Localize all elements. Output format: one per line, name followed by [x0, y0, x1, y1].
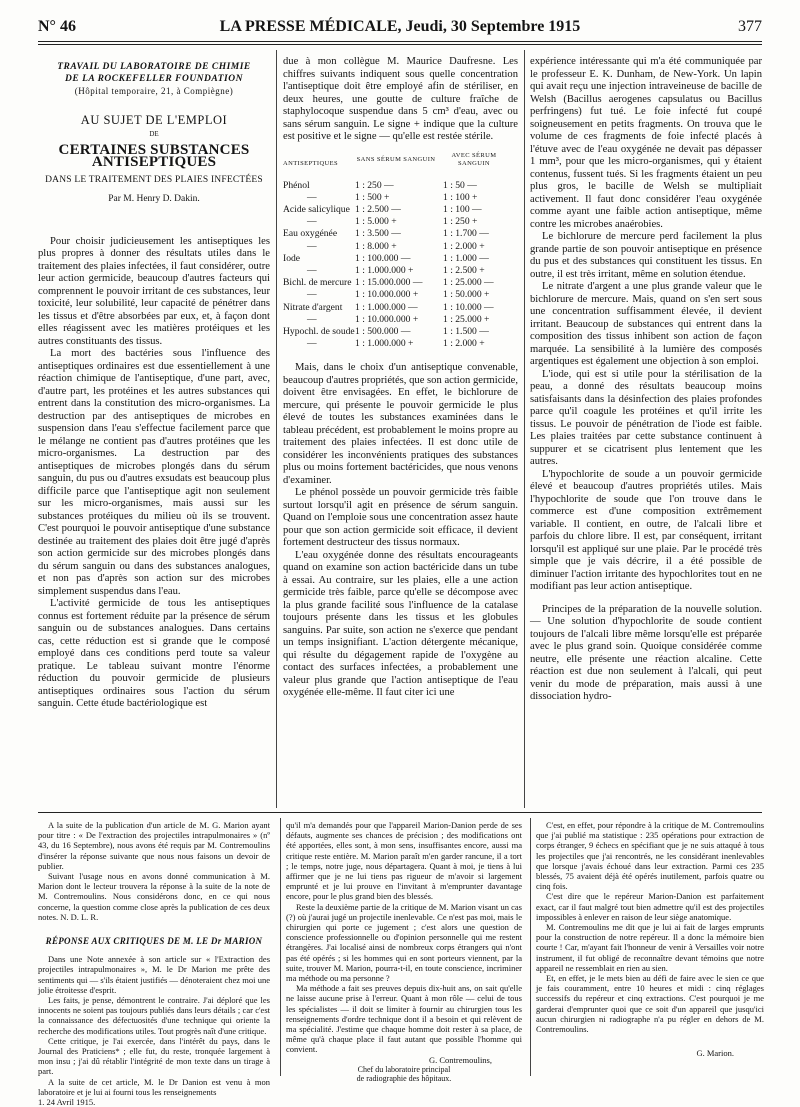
- footnote: Cette critique, je l'ai exercée, dans l'intérêt du pays, dans le Journal des Praticiens* ; elle fut, du reste, tronquée largement à mon insu ; j'ai dû rétablir l'intégrité de mon texte dans un tirage à part.: [38, 1035, 270, 1077]
- footnote: Reste la deuxième partie de la critique de M. Marion visant un cas (?) où j'aurai jugé un projectile inenlevable. Ce n'est pas moi, mais le chirurgien qui porte ce jugement ; c'est alors une question de conscience professionnelle ou d'opinion personnelle qui me restent étrangères. J'ai localisé ainsi de nombreux corps étrangers qui n'ont pas été opérés ; si les hommes qui en sont porteurs viennent, par la suite, trouver M. Marion, pourra-t-il, en toute conscience, incriminer ma méthode ou ma personne ?: [286, 901, 522, 984]
- lab-heading-1: TRAVAIL DU LABORATOIRE DE CHIMIE: [57, 62, 251, 72]
- footnote: C'est, en effet, pour répondre à la critique de M. Contremoulins que j'ai publié ma statistique : 235 opérations pour extraction de corps étranger, 9 échecs en spécifiant que je ne suis attaqué à tous les projectiles que j'ai rencontrés, ne les considérant inenlevables que lorsque j'avais échoué dans leur extraction. Parmi ces 235 blessés, 75 avaient déjà été opérés inutilement, parfois quatre ou cinq fois.: [536, 820, 764, 892]
- column-1: [38, 56, 270, 808]
- table-row: [283, 277, 511, 289]
- paragraph: Le bichlorure de mercure perd facilement la plus grande partie de son pouvoir antiseptique en présence du pus et des substances qui constituent les tissus. En outre, il est très irritant, même en solution étendue.: [530, 231, 762, 280]
- table-cell: 1 : 1.000.000 +: [355, 338, 414, 350]
- table-cell: —: [307, 240, 317, 252]
- page-number: 377: [738, 18, 762, 35]
- footnote: Et, en effet, je le mets bien au défi de faire avec le sien ce que je fais couramment, entre 10 heures et midi : cinq réglages successifs du repéreur et cinq extractions. C'est pourquoi je me garderai d'emprunter quoi que ce soit d'un appareil que jusqu'ici aucun chirurgien ni radiographe n'a pu régler en dehors de M. Contremoulins.: [536, 973, 764, 1035]
- footnote: Suivant l'usage nous en avons donné communication à M. Marion dont le lecteur trouvera la réponse à la suite de la note de M. Contremoulins. Nous considérons donc, en ce qui nous concerne, la question comme close après la publication de ces deux notes. N. D. L. R.: [38, 871, 270, 922]
- table-cell: 1 : 100.000 —: [355, 252, 411, 264]
- paragraph: L'iode, qui est si utile pour la stérilisation de la peau, a donné des résultats beaucoup moins satisfaisants dans la désinfection des plaies profondes parce qu'il coagule les protéines et qu'il irrite les tissus. Le pouvoir de pénétration de l'iode est faible. Les plaies traitées par cette substance continuent à suppurer et se cicatrisent plus lentement que les autres.: [530, 368, 762, 467]
- table-cell: 1 : 5.000 +: [355, 216, 397, 228]
- signature-title: Chef du laboratoire principal: [357, 1064, 451, 1074]
- footnote: C'est dire que le repéreur Marion-Danion est parfaitement exact, car il faut malgré tout bien admettre qu'il est des projectiles impossibles à enlever en raison de leur siège anatomique.: [536, 891, 764, 922]
- antiseptic-table: [283, 152, 511, 351]
- paragraph: L'eau oxygénée donne des résultats encourageants quand on examine son action bactéricide dans un tube à essai. Au contraire, sur les plaies, elle a une action germicide très faible, parce qu'elle se décompose avec la plus grande facilité sous l'influence de la catalase toujours présente dans les tissus et les globules sanguins. Par suite, son action ne s'exerce que pendant un temps insignifiant. L'action détergente mécanique, qui résulte du dégagement rapide de l'oxygène au contact des surfaces infectées, a probablement une valeur plus grande que l'action antiseptique de l'eau oxygénée elle-même. Il faut citer ici une: [283, 549, 518, 699]
- issue-number: N° 46: [38, 18, 76, 35]
- footnote: qu'il m'a demandés pour que l'appareil Marion-Danion perde de ses défauts, augmente ses chances de précision ; des modifications ont été apportées, elles sont, à mon sens, insuffisantes encore, aussi ma critique reste entière. M. Marion paraît m'en garder rancune, il a tort ; le temps, notre juge, nous départagera. Quant à moi, je tiens à lui affirmer que je ne lui tiens pas rigueur de m'avoir si largement emprunté et je lui prouve en l'invitant à m'emprunter davantage encore, pour le plus grand bien des blessés.: [286, 820, 522, 902]
- table-cell: 1 : 2.000 +: [443, 240, 485, 252]
- table-cell: 1 : 3.500 —: [355, 228, 401, 240]
- table-row: [283, 216, 511, 228]
- table-cell: 1 : 10.000 —: [443, 301, 494, 313]
- table-cell: 1 : 2.500 +: [443, 264, 485, 276]
- table-cell: —: [307, 289, 317, 301]
- lab-heading-2: DE LA ROCKEFELLER FOUNDATION: [65, 74, 243, 84]
- reply-title: RÉPONSE AUX CRITIQUES DE M. LE Dr MARION: [45, 936, 263, 947]
- table-header: AVEC SÉRUM SANGUIN: [451, 151, 497, 167]
- paragraph: Le nitrate d'argent a une plus grande valeur que le bichlorure de mercure. Mais, quand on s'en sert sous une concentration suffisamment élevée, il devient irritant. Beaucoup de substances qui entrent dans la composition des tissus inhibent son action de façon marquée. La sensibilité à la lumière des composés argentiques est également une objection à son emploi.: [530, 281, 762, 367]
- column-3: [530, 56, 762, 808]
- table-row: [283, 204, 511, 216]
- footer-column-2: [286, 820, 522, 1084]
- article-subtitle: DANS LE TRAITEMENT DES PLAIES INFECTÉES: [45, 174, 263, 185]
- table-row: [283, 289, 511, 301]
- table-row: [283, 302, 511, 314]
- page-header: [38, 18, 762, 40]
- column-2: [283, 56, 518, 808]
- footer-rule: [38, 812, 762, 813]
- table-cell: 1 : 50 —: [443, 179, 477, 191]
- signature-title: de radiographie des hôpitaux.: [356, 1074, 452, 1084]
- table-cell: Iode: [283, 252, 301, 264]
- paragraph: L'activité germicide de tous les antiseptiques connus est fortement réduite par la présence de sérum sanguin ou de substances analogues. Dans certains cas, cette réduction est si grande que le composé employé dans ces conditions perd toute sa valeur pratique. Le tableau suivant montre l'énorme réduction du pouvoir germicide de plusieurs antiseptiques ordinaires sous l'action du sérum sanguin. Cette étude bactériologique est: [38, 598, 270, 709]
- table-cell: 1 : 100 —: [443, 203, 482, 215]
- footnote: Les faits, je pense, démontrent le contraire. J'ai déploré que les innocents ne soient pas toujours publiés dans leurs détails ; car c'est la connaissance des défectuosités d'une technique qui oriente la recherche des modifications utiles. Tout progrès naît d'une critique.: [38, 995, 270, 1036]
- journal-title: LA PRESSE MÉDICALE, Jeudi, 30 Septembre 1915: [219, 18, 581, 35]
- table-header: ANTISEPTIQUES: [283, 159, 339, 167]
- column-divider-1: [276, 50, 277, 808]
- table-cell: 1 : 1.500 —: [443, 325, 489, 337]
- footnote-date: 1. 24 Avril 1915.: [38, 1097, 96, 1107]
- table-cell: —: [307, 264, 317, 276]
- table-row: [283, 192, 511, 204]
- table-row: [283, 228, 511, 240]
- table-cell: 1 : 50.000 +: [443, 289, 490, 301]
- table-cell: 1 : 1.000 —: [443, 252, 489, 264]
- paragraph: L'hypochlorite de soude a un pouvoir germicide élevé et beaucoup d'autres propriétés utiles. Mais l'hypochlorite de soude que l'on trouve dans le commerce est d'une composition extrêmement variable. Il contient, en outre, de l'alcali libre et parfois du chlore libre. Il est, par conséquent, irritant lorsqu'il est appliqué sur une plaie. Par le procédé très simple que je vais décrire, il a été possible de diminuer l'action irritante des hypochlorites tout en ne modifiant pas leur action antiseptique.: [530, 468, 762, 592]
- paragraph: Pour choisir judicieusement les antiseptiques les plus propres à donner des résultats utiles dans le traitement des plaies infectées, il faut considérer, outre leur action germicide, beaucoup d'autres facteurs qui comprennent le pouvoir irritant de ces substances, leur toxicité, leur solubilité, leur capacité de pénétrer dans les tissus et d'être absorbées par eux, et, à façon dont elles réagissent avec les matières protéiques et les autres constituants des tissus.: [38, 235, 270, 347]
- table-cell: 1 : 25.000 —: [443, 277, 494, 289]
- signature-marion: G. Marion.: [696, 1048, 734, 1059]
- table-row: [283, 253, 511, 265]
- paragraph: Principes de la préparation de la nouvelle solution. — Une solution d'hypochlorite de soude contient toujours de l'alcali libre même lorsqu'elle est préparée avec le plus grand soin. Quoique considérée comme neutre, elle présente une réaction alcaline. Cette réaction est due non seulement à l'alcali, qui peut venir du mode de préparation, mais aussi à une dissociation hydro-: [530, 603, 762, 702]
- table-cell: 1 : 8.000 +: [355, 240, 397, 252]
- paragraph: La mort des bactéries sous l'influence des antiseptiques ordinaires est due essentiellement à une réaction chimique de l'antiseptique, d'une part, avec, d'autre part, les protéines et les autres substances qui entrent dans la constitution des micro-organismes. La destruction par des antiseptiques de microbes en suspension dans l'eau s'effectue facilement parce que le mélange ne contient pas d'autres protéines que les micro-organismes. La destruction par des antiseptiques de microbes plongés dans du sérum sanguin, du pus ou d'autres exsudats est beaucoup plus difficile parce que l'antiseptique agit non seulement sur les micro-organismes, mais aussi sur les substances protéiques du milieu où ils se trouvent. C'est pourquoi le pouvoir antiseptique d'une substance destinée au traitement des plaies doit être jugé d'après son action germicide sur des microbes plongés dans du sérum sanguin ou dans des substances analogues, et non pas d'après son action sur des microbes simplement suspendus dans l'eau.: [38, 348, 270, 597]
- table-cell: Acide salicylique: [283, 203, 350, 215]
- table-cell: Phénol: [283, 179, 310, 191]
- header-rule-2: [38, 44, 762, 45]
- table-cell: 1 : 250 —: [355, 179, 394, 191]
- table-cell: 1 : 500 +: [355, 191, 390, 203]
- paragraph: Le phénol possède un pouvoir germicide très faible surtout lorsqu'il agit en présence de sérum sanguin. Quand on l'emploie sous une concentration assez haute pour que son action germicide soit efficace, il devient fortement destructeur des tissus normaux.: [283, 487, 518, 549]
- table-cell: 1 : 1.000.000 +: [355, 264, 414, 276]
- paragraph: due à mon collègue M. Maurice Daufresne. Les chiffres suivants indiquent sous quelle concentration l'antiseptique doit être employé afin de stériliser, en deux heures, une goutte de culture fraîche de staphylocoque suspendue dans 5 cm³ d'eau, avec ou sans sérum sanguin. Le signe + indique que la culture est positive et le signe — qu'elle est restée stérile.: [283, 56, 518, 142]
- table-cell: 1 : 15.000.000 —: [355, 277, 423, 289]
- table-cell: 1 : 2.000 +: [443, 338, 485, 350]
- table-row: [283, 326, 511, 338]
- footer-column-3: [536, 820, 764, 1076]
- lab-address: (Hôpital temporaire, 21, à Compiègne): [74, 86, 234, 96]
- footnote: Ma méthode a fait ses preuves depuis dix-huit ans, on sait qu'elle ne laisse aucune prise à l'erreur. Quant à mon rôle — celui de tous les spécialistes — il doit se limiter à fournir au chirurgien tous les renseignements d'ordre technique dont il a besoin et qui relèvent de ma spécialité. J'estime que chaque homme doit rester à sa place, de même qu'à chaque place il faut autant que possible l'homme qui convient.: [286, 983, 522, 1055]
- table-cell: —: [307, 338, 317, 350]
- footer-column-1: [38, 820, 270, 1107]
- table-cell: 1 : 500.000 —: [355, 325, 411, 337]
- table-cell: 1 : 1.000.000 —: [355, 301, 418, 313]
- table-cell: 1 : 250 +: [443, 216, 478, 228]
- footnote: M. Contremoulins me dit que je lui ai fait de larges emprunts pour la construction de notre repéreur. Il a donc la mémoire bien courte ! Car, m'ayant fait l'honneur de venir à Versailles voir notre instrument, il fut obligé de reconnaître devant témoins que notre appareil ne ressemblait en rien au sien.: [536, 922, 764, 973]
- table-cell: Hypochl. de soude: [283, 325, 355, 337]
- footnote: A la suite de cet article, M. le Dr Danion est venu à mon laboratoire et je lui ai fourni tous les renseignements: [38, 1076, 270, 1097]
- table-cell: —: [307, 191, 317, 203]
- article-author: Par M. Henry D. Dakin.: [108, 194, 200, 204]
- footnote: Dans une Note annexée à son article sur « l'Extraction des projectiles intrapulmonaires », M. le Dr Marion me prête des sentiments qui — s'ils étaient justifiés — dénoteraient chez moi une jolie étroitesse d'esprit.: [38, 954, 270, 995]
- table-row: [283, 180, 511, 192]
- table-cell: 1 : 10.000.000 +: [355, 289, 419, 301]
- table-row: [283, 338, 511, 350]
- table-cell: 1 : 1.700 —: [443, 228, 489, 240]
- table-cell: Nitrate d'argent: [283, 301, 343, 313]
- paragraph: expérience intéressante qui m'a été communiquée par le professeur E. K. Dunham, de New-York. Un lapin qui avait reçu une injection intraveineuse de bacille de Welsh (Bacillus aerogenes capsulatus ou Bacillus perfringens) fut tué. Le foie infecté fut coupé soigneusement en petits fragments. On trouva que le volume de ces fragments de foie infecté placés à l'étuve avec de l'eau oxygénée ne devait pas dépasser 1 mm³, pour que les micro-organismes, qui y étaient contenus, fussent tués. Si les fragments étaient un peu plus gros, le bacille de Welsh se multipliait activement. Il faut donc considérer l'eau oxygénée comme ayant une faible action antiseptique, même contre les microbes anaérobies.: [530, 56, 762, 230]
- article-title-de: DE: [149, 130, 159, 138]
- table-row: [283, 241, 511, 253]
- table-row: [283, 314, 511, 326]
- paragraph: Mais, dans le choix d'un antiseptique convenable, beaucoup d'autres propriétés, que son action germicide, doivent être envisagées. En effet, le bichlorure de mercure, qui présente le pouvoir germicide le plus élevé de toutes les substances examinées dans le tableau précédent, est probablement le moins propre au traitement des plaies infectées. Il est donc utile de considérer les inconvénients pratiques des substances plus ou moins fortement bactéricides, que nous venons d'examiner.: [283, 362, 518, 486]
- article-title-main: CERTAINES SUBSTANCES ANTISEPTIQUES: [58, 141, 250, 170]
- table-cell: —: [307, 313, 317, 325]
- table-cell: Bichl. de mercure: [283, 277, 352, 289]
- table-cell: 1 : 25.000 +: [443, 313, 490, 325]
- article-title-1: AU SUJET DE L'EMPLOI: [80, 112, 228, 127]
- header-rule: [38, 41, 762, 42]
- signature-contremoulins: G. Contremoulins,: [428, 1054, 492, 1065]
- footnote: A la suite de la publication d'un article de M. G. Marion ayant pour titre : « De l'extraction des projectiles intrapulmonaires » (nº 43, du 16 Septembre), nous avons été requis par M. Contremoulins d'insérer la réponse suivante que nous nous faisons un devoir de publier.: [38, 820, 270, 871]
- table-header: SANS SÉRUM SANGUIN: [356, 155, 436, 163]
- table-cell: Eau oxygénée: [283, 228, 338, 240]
- footer-divider-2: [530, 818, 531, 1076]
- table-cell: 1 : 2.500 —: [355, 203, 401, 215]
- column-divider-2: [524, 50, 525, 808]
- table-row: [283, 265, 511, 277]
- table-cell: —: [307, 216, 317, 228]
- footer-divider-1: [280, 818, 281, 1076]
- table-header-row: [283, 152, 511, 180]
- table-cell: 1 : 10.000.000 +: [355, 313, 419, 325]
- table-cell: 1 : 100 +: [443, 191, 478, 203]
